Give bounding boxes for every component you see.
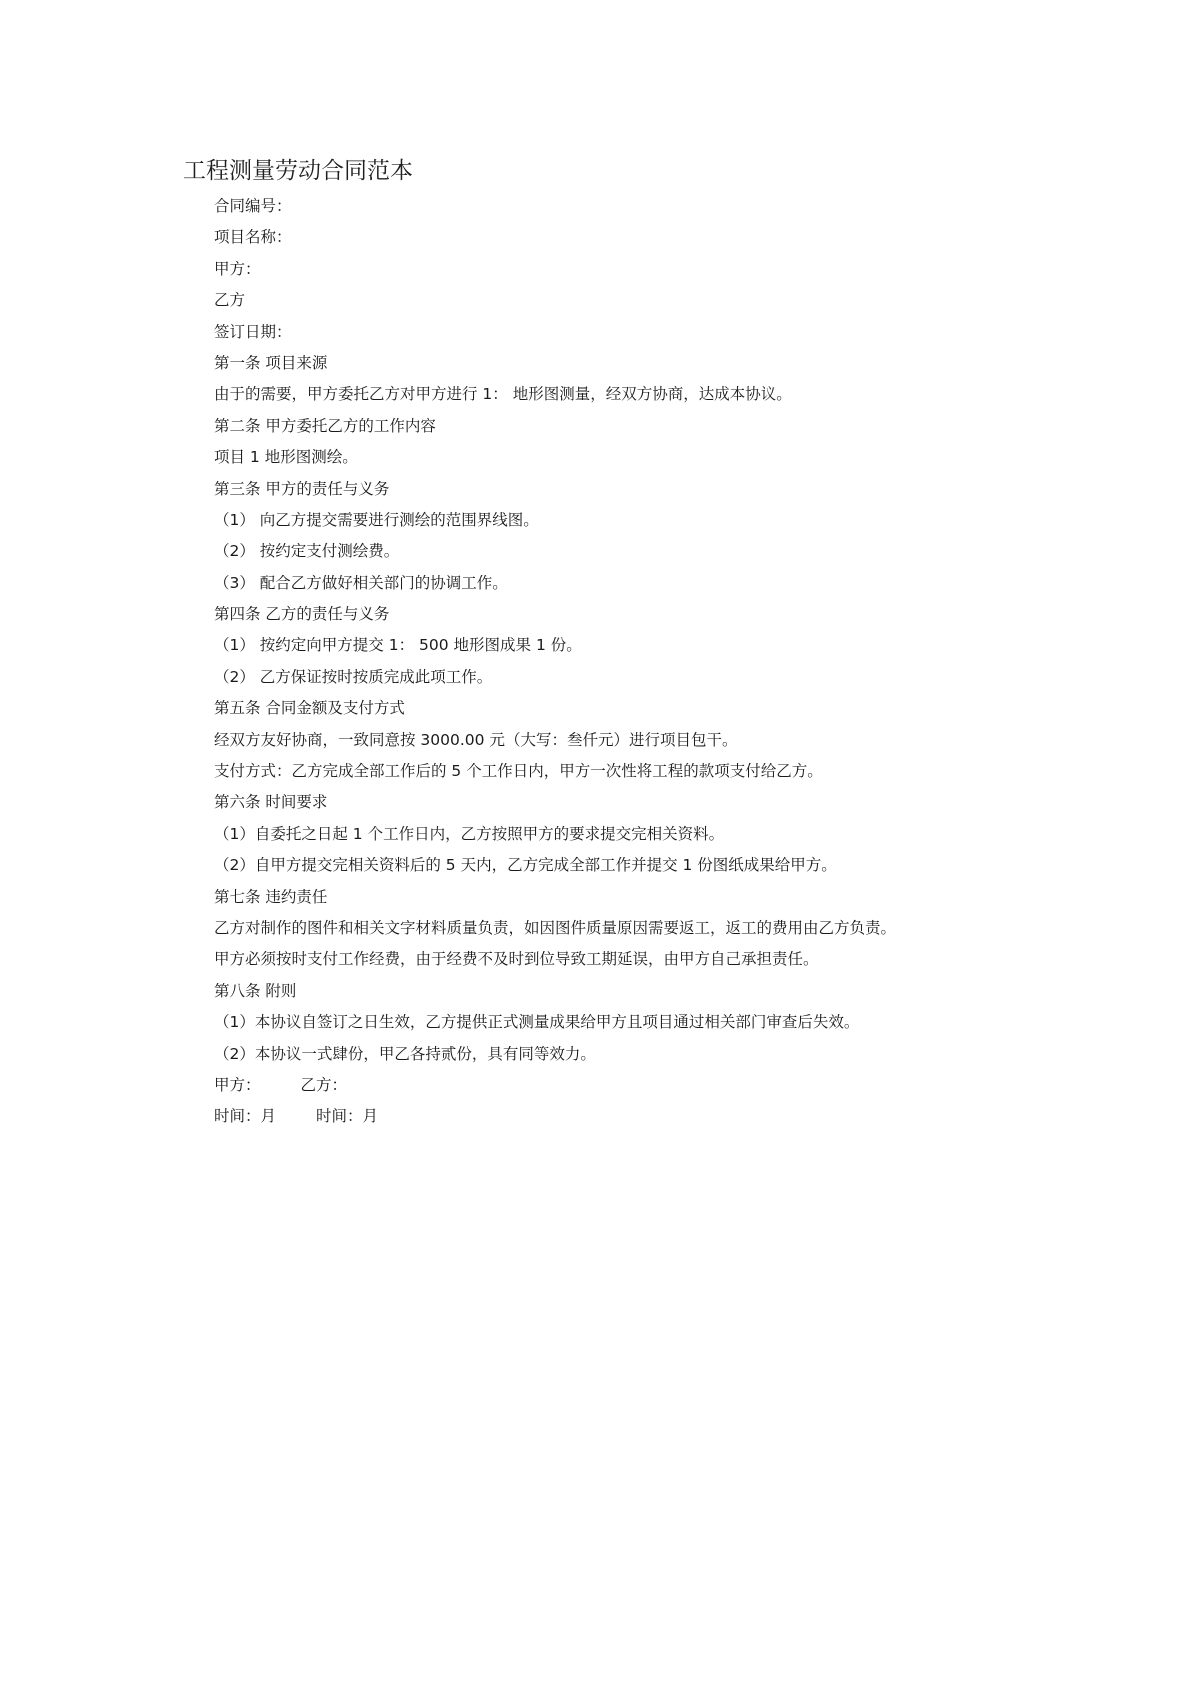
contract-number-line: 合同编号： [214, 197, 292, 215]
party-a-line: 甲方： [214, 259, 261, 278]
article-6-item-2: （2）自甲方提交完相关资料后的 5 天内，乙方完成全部工作并提交 1 份图纸成果给甲方。 [214, 856, 837, 875]
signature-party-a-label: 甲方： [214, 1075, 261, 1094]
article-1-heading: 第一条 项目来源 [214, 353, 328, 372]
article-4-item-1: （1） 按约定向甲方提交 1： 500 地形图成果 1 份。 [214, 636, 582, 655]
article-2-text: 项目 1 地形图测绘。 [214, 448, 358, 467]
article-8-heading: 第八条 附则 [214, 981, 297, 1000]
article-6-item-1: （1）自委托之日起 1 个工作日内，乙方按照甲方的要求提交完相关资料。 [214, 824, 725, 843]
signature-party-b-label: 乙方： [300, 1075, 348, 1094]
article-7-heading: 第七条 违约责任 [214, 887, 328, 906]
article-5-text-1: 经双方友好协商，一致同意按 3000.00 元（大写：叁仟元）进行项目包干。 [214, 730, 738, 749]
article-3-heading: 第三条 甲方的责任与义务 [214, 479, 390, 498]
article-3-item-1: （1） 向乙方提交需要进行测绘的范围界线图。 [214, 510, 539, 529]
project-name-line: 项目名称： [214, 228, 292, 247]
article-3-item-2: （2） 按约定支付测绘费。 [214, 542, 400, 561]
article-7-text-1: 乙方对制作的图件和相关文字材料质量负责，如因图件质量原因需要返工，返工的费用由乙方负责。 [214, 918, 897, 937]
article-8-item-1: （1）本协议自签订之日生效，乙方提供正式测量成果给甲方且项目通过相关部门审查后失效。 [214, 1013, 860, 1032]
article-4-item-2: （2） 乙方保证按时按质完成此项工作。 [214, 667, 493, 686]
signing-date-line: 签订日期： [214, 322, 292, 341]
article-4-heading: 第四条 乙方的责任与义务 [214, 605, 390, 624]
article-3-item-3: （3） 配合乙方做好相关部门的协调工作。 [214, 573, 508, 592]
article-6-heading: 第六条 时间要求 [214, 793, 328, 812]
signature-time-line [214, 1101, 1114, 1132]
article-5-text-2: 支付方式：乙方完成全部工作后的 5 个工作日内，甲方一次性将工程的款项支付给乙方。 [214, 762, 823, 781]
article-1-text: 由于的需要，甲方委托乙方对甲方进行 1： 地形图测量，经双方协商，达成本协议。 [214, 385, 792, 404]
article-7-text-2: 甲方必须按时支付工作经费，由于经费不及时到位导致工期延误，由甲方自己承担责任。 [214, 950, 819, 969]
party-b-line: 乙方 [214, 291, 246, 310]
document-title: 工程测量劳动合同范本 [183, 158, 413, 184]
article-2-heading: 第二条 甲方委托乙方的工作内容 [214, 416, 436, 435]
signature-time-b-label: 时间：月 [316, 1107, 379, 1126]
signature-party-line [214, 1070, 1114, 1101]
article-8-item-2: （2）本协议一式肆份，甲乙各持贰份，具有同等效力。 [214, 1044, 596, 1063]
article-5-heading: 第五条 合同金额及支付方式 [214, 699, 405, 718]
document-body [214, 191, 1114, 1133]
signature-time-a-label: 时间：月 [214, 1107, 277, 1126]
